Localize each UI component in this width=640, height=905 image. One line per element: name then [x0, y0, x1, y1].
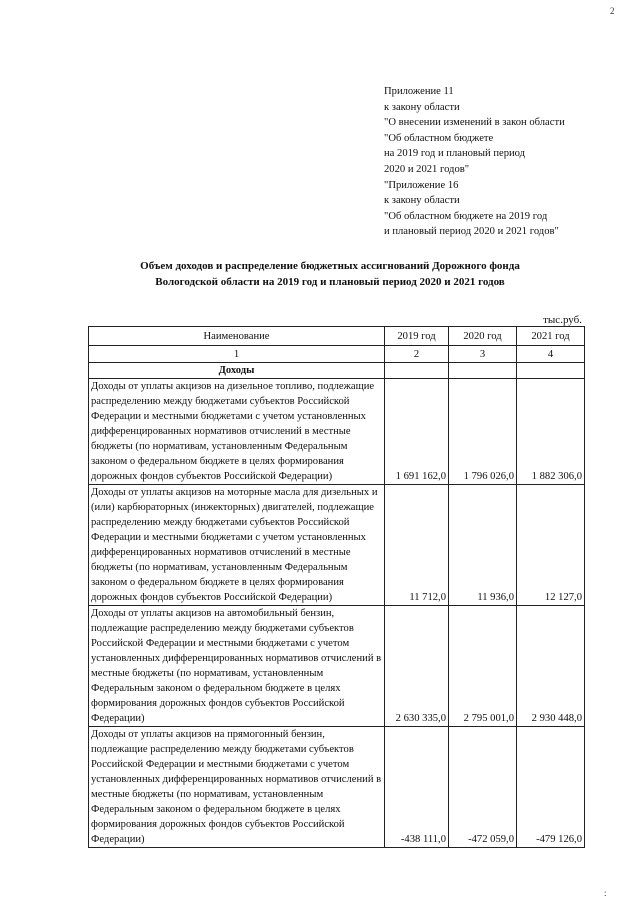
- value-2021: 12 127,0: [517, 485, 585, 606]
- value-2019: 2 630 335,0: [385, 606, 449, 727]
- value-2020: 1 796 026,0: [449, 379, 517, 485]
- row-name: Доходы от уплаты акцизов на дизельное топливо, подлежащие распределению между бюджетами субъектов Российской Федерации и местными бюджетами с учетом установленных дифференцированных нормативов отчислений в местные бюджеты (по нормативам, установленным Федеральным законом о федеральном бюджете в целях формирования дорожных фондов субъектов Российской Федерации): [89, 379, 385, 485]
- header-2021: 2021 год: [517, 327, 585, 346]
- page-bottom-mark: :: [604, 888, 607, 898]
- value-2020: -472 059,0: [449, 727, 517, 848]
- appendix-line: "Об областном бюджете на 2019 год: [384, 210, 548, 222]
- value-2021: 2 930 448,0: [517, 606, 585, 727]
- section-title: Доходы: [89, 363, 385, 379]
- appendix-line: к закону области: [384, 101, 460, 113]
- row-name: Доходы от уплаты акцизов на прямогонный бензин, подлежащие распределению между бюджетами субъектов Российской Федерации и местными бюджетами с учетом установленных дифференцированных нормативов отчислений в местные бюджеты (по нормативам, установленным Федеральным законом о федеральном бюджете в целях формирования дорожных фондов субъектов Российской Федерации): [89, 727, 385, 848]
- appendix-line: и плановый период 2020 и 2021 годов": [384, 226, 559, 238]
- index-cell: 1: [89, 346, 385, 363]
- appendix-line: "Приложение 16: [384, 179, 459, 191]
- table-index-row: [89, 346, 585, 363]
- value-2019: 1 691 162,0: [385, 379, 449, 485]
- index-cell: 3: [449, 346, 517, 363]
- appendix-line: Приложение 11: [384, 86, 454, 97]
- appendix-reference: [384, 84, 634, 240]
- title-line: Вологодской области на 2019 год и плановый период 2020 и 2021 годов: [155, 276, 505, 288]
- value-2020: 2 795 001,0: [449, 606, 517, 727]
- index-cell: 4: [517, 346, 585, 363]
- empty-cell: [385, 363, 449, 379]
- appendix-line: "О внесении изменений в закон области: [384, 117, 565, 129]
- index-cell: 2: [385, 346, 449, 363]
- document-title: [60, 258, 600, 290]
- appendix-line: 2020 и 2021 годов": [384, 163, 470, 175]
- table-header-row: [89, 327, 585, 346]
- table-row: [89, 606, 585, 727]
- row-name: Доходы от уплаты акцизов на автомобильный бензин, подлежащие распределению между бюджетами субъектов Российской Федерации и местными бюджетами с учетом установленных дифференцированных нормативов отчислений в местные бюджеты (по нормативам, установленным Федеральным законом о федеральном бюджете в целях формирования дорожных фондов субъектов Российской Федерации): [89, 606, 385, 727]
- header-2019: 2019 год: [385, 327, 449, 346]
- appendix-line: "Об областном бюджете: [384, 132, 494, 144]
- row-name: Доходы от уплаты акцизов на моторные масла для дизельных и (или) карбюраторных (инжекторных) двигателей, подлежащие распределению между бюджетами субъектов Российской Федерации и местными бюджетами с учетом установленных дифференцированных нормативов отчислений в местные бюджеты (по нормативам, установленным Федеральным законом о федеральном бюджете в целях формирования дорожных фондов субъектов Российской Федерации): [89, 485, 385, 606]
- header-2020: 2020 год: [449, 327, 517, 346]
- empty-cell: [517, 363, 585, 379]
- section-row: [89, 363, 585, 379]
- value-2019: -438 111,0: [385, 727, 449, 848]
- table-row: [89, 379, 585, 485]
- units-label: тыс.руб.: [543, 314, 582, 326]
- value-2020: 11 936,0: [449, 485, 517, 606]
- value-2021: -479 126,0: [517, 727, 585, 848]
- empty-cell: [449, 363, 517, 379]
- page-corner-mark: 2: [610, 6, 615, 16]
- table-row: [89, 727, 585, 848]
- appendix-line: к закону области: [384, 195, 460, 207]
- header-name: Наименование: [89, 327, 385, 346]
- value-2021: 1 882 306,0: [517, 379, 585, 485]
- title-line: Объем доходов и распределение бюджетных ассигнований Дорожного фонда: [140, 260, 520, 272]
- table-row: [89, 485, 585, 606]
- appendix-line: на 2019 год и плановый период: [384, 148, 526, 160]
- budget-table: [88, 326, 585, 848]
- value-2019: 11 712,0: [385, 485, 449, 606]
